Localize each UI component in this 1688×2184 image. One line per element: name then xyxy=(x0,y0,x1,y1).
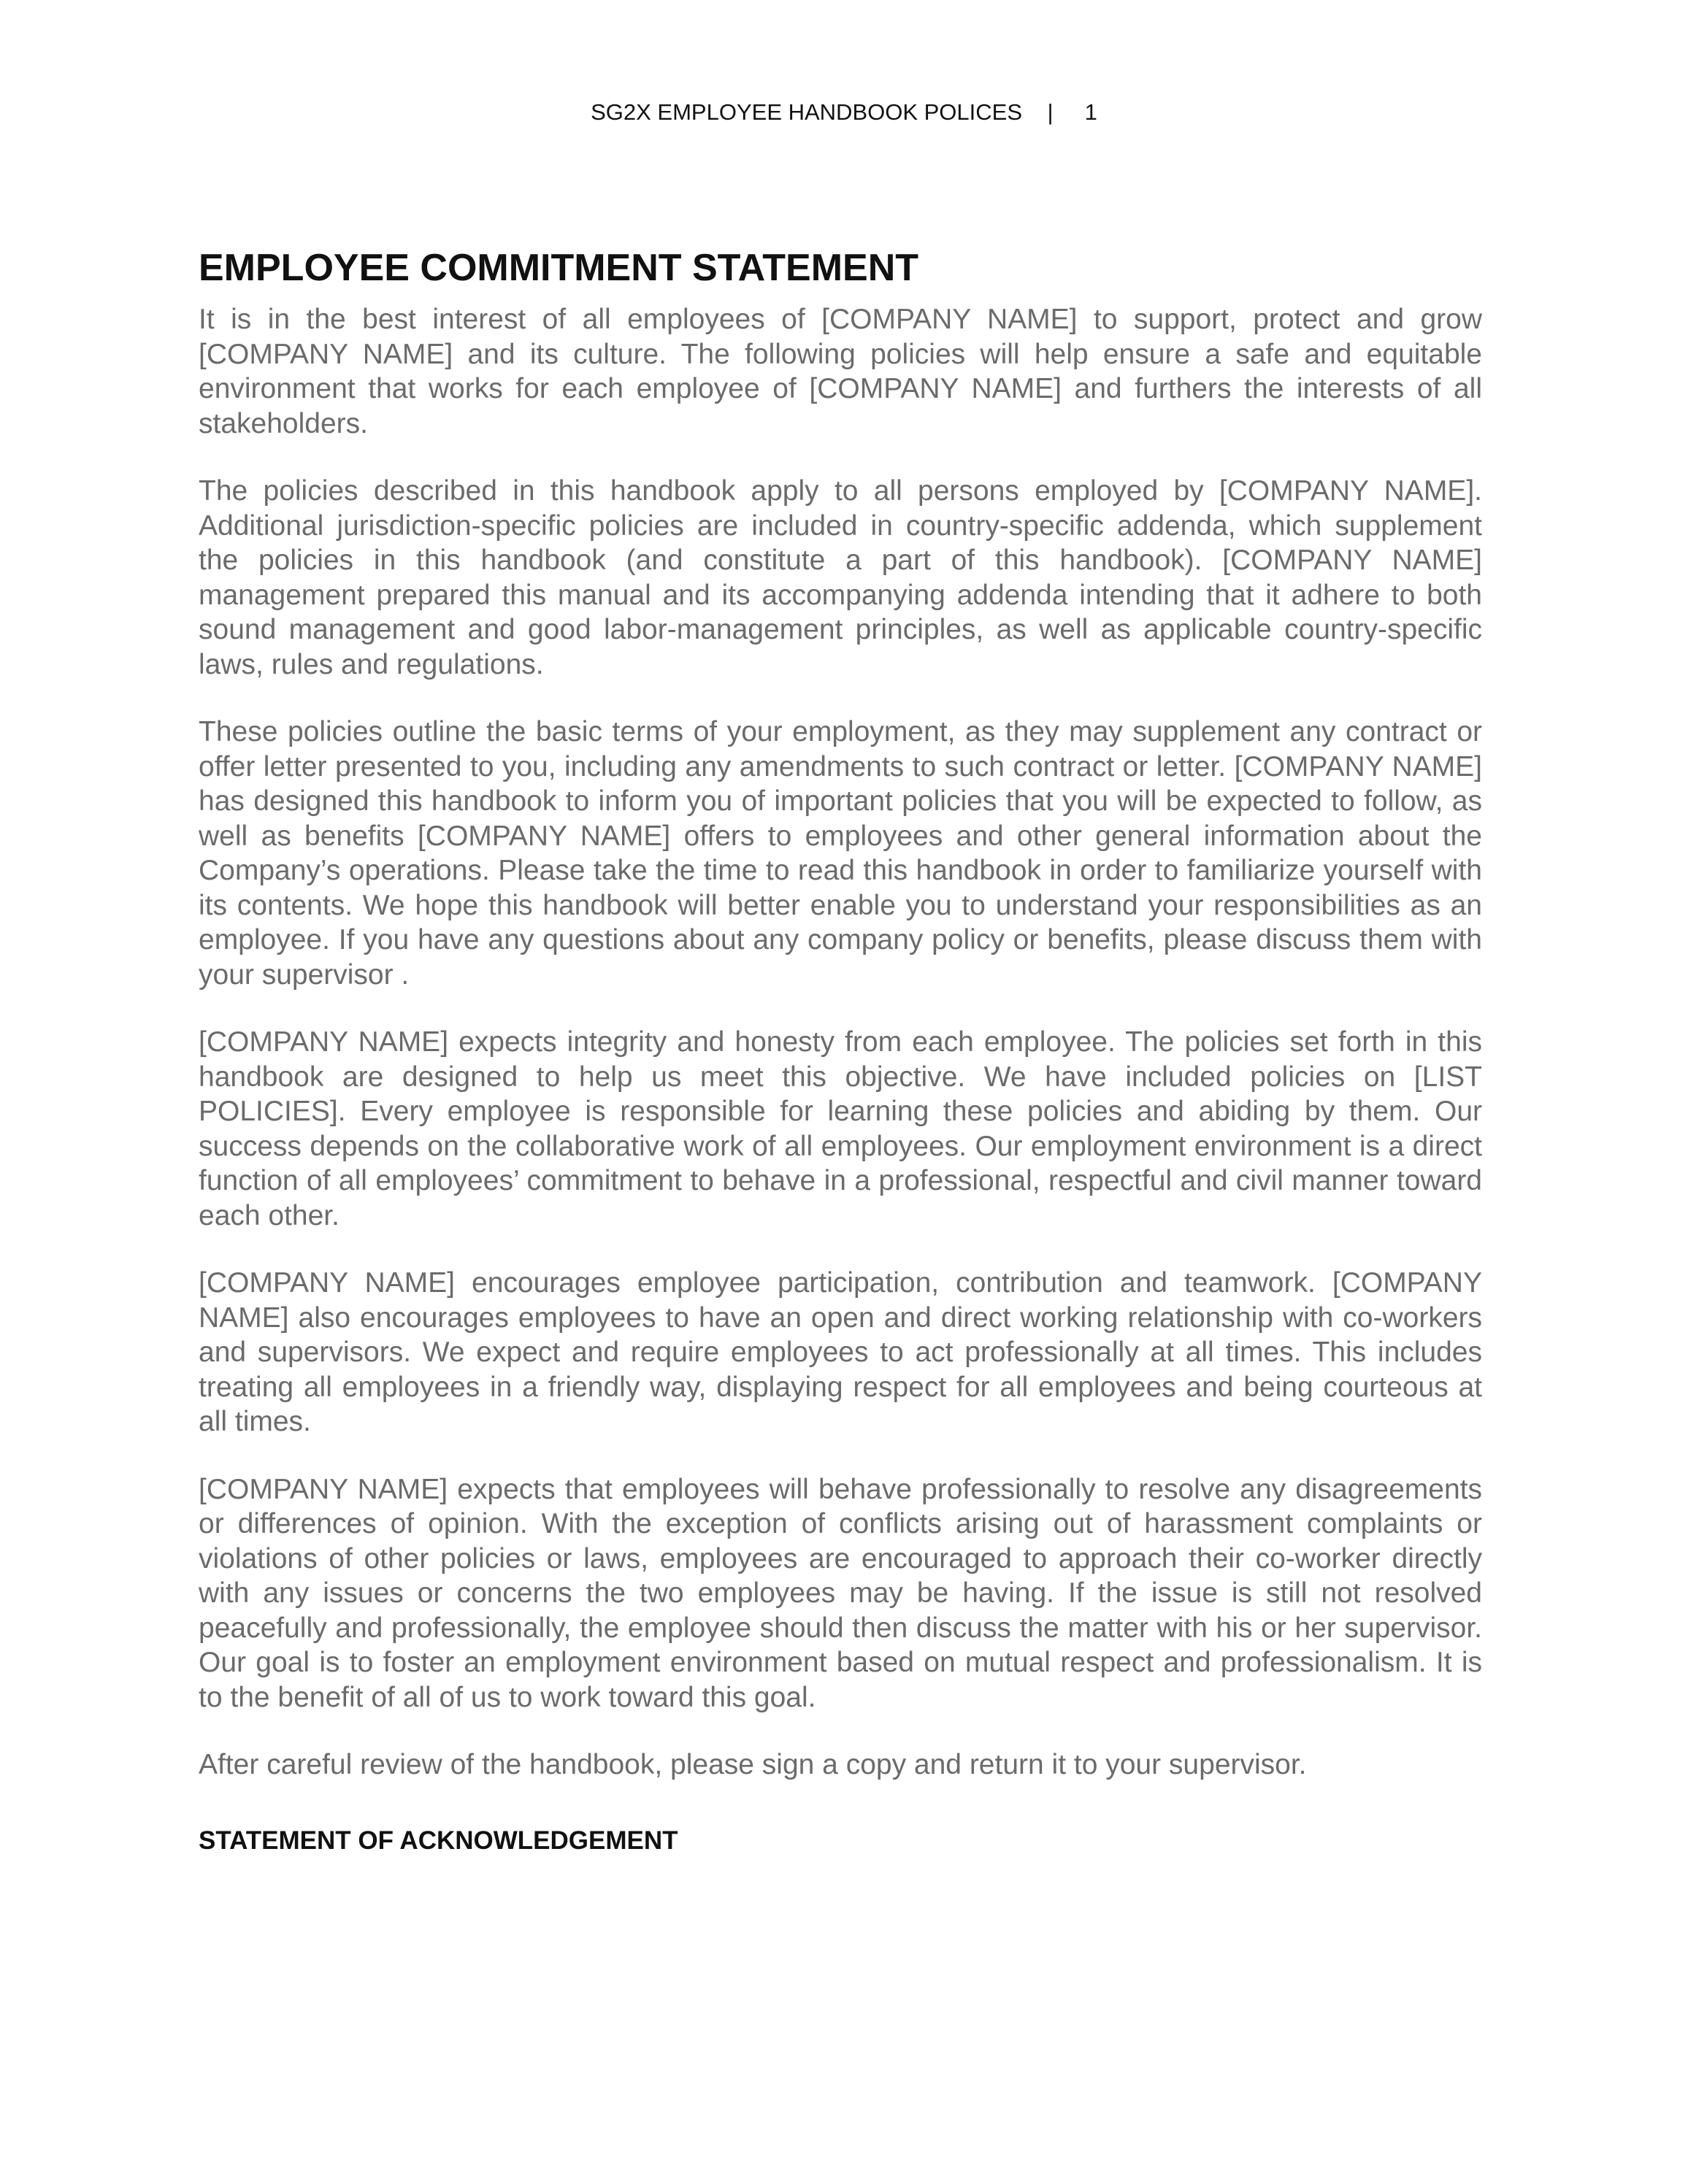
paragraph-terms: These policies outline the basic terms of your employment, as they may supplement any contract or offer letter presented to you, including any amendments to such contract or letter. [COMPANY NAME] has designed this handbook to inform you of important policies that you will be expected to follow, as well as benefits [COMPANY NAME] offers to employees and other general information about the Company’s operations. Please take the time to read this handbook in order to familiarize yourself with its contents. We hope this handbook will better enable you to understand your responsibilities as an employee. If you have any questions about any company policy or benefits, please discuss them with your supervisor . xyxy=(199,716,1482,991)
paragraph-scope: The policies described in this handbook apply to all persons employed by [COMPANY NAME]. Additional jurisdiction-specific policies are included in country-specific addenda, which supplement the policies in this handbook (and constitute a part of this handbook). [COMPANY NAME] management prepared this manual and its accompanying addenda intending that it adhere to both sound management and good labor-management principles, as well as applicable country-specific laws, rules and regulations. xyxy=(199,475,1482,680)
page-number: 1 xyxy=(1084,99,1097,125)
running-title: SG2X EMPLOYEE HANDBOOK POLICES xyxy=(591,99,1023,125)
header-separator: | xyxy=(1047,99,1054,125)
document-body xyxy=(199,241,1482,1856)
document-title: EMPLOYEE COMMITMENT STATEMENT xyxy=(199,247,919,289)
paragraph-teamwork: [COMPANY NAME] encourages employee participation, contribution and teamwork. [COMPANY NAME] also encourages employees to have an open and direct working relationship with co-workers and supervisors. We expect and require employees to act professionally at all times. This includes treating all employees in a friendly way, displaying respect for all employees and being courteous at all times. xyxy=(199,1267,1482,1437)
paragraph-conflict-resolution: [COMPANY NAME] expects that employees will behave professionally to resolve any disagreements or differences of opinion. With the exception of conflicts arising out of harassment complaints or violations of other policies or laws, employees are encouraged to approach their co-worker directly with any issues or concerns the two employees may be having. If the issue is still not resolved peacefully and professionally, the employee should then discuss the matter with his or her supervisor. Our goal is to foster an employment environment based on mutual respect and professionalism. It is to the benefit of all of us to work toward this goal. xyxy=(199,1473,1482,1713)
page-header xyxy=(0,99,1688,126)
acknowledgement-heading: STATEMENT OF ACKNOWLEDGEMENT xyxy=(199,1826,678,1855)
paragraph-integrity: [COMPANY NAME] expects integrity and honesty from each employee. The policies set forth in this handbook are designed to help us meet this objective. We have included policies on [LIST POLICIES]. Every employee is responsible for learning these policies and abiding by them. Our success depends on the collaborative work of all employees. Our employment environment is a direct function of all employees’ commitment to behave in a professional, respectful and civil manner toward each other. xyxy=(199,1026,1482,1231)
paragraph-sign-instruction: After careful review of the handbook, please sign a copy and return it to your supervisor. xyxy=(199,1749,1307,1780)
paragraph-intro: It is in the best interest of all employees of [COMPANY NAME] to support, protect and grow [COMPANY NAME] and its culture. The following policies will help ensure a safe and equitable environment that works for each employee of [COMPANY NAME] and furthers the interests of all stakeholders. xyxy=(199,304,1482,439)
